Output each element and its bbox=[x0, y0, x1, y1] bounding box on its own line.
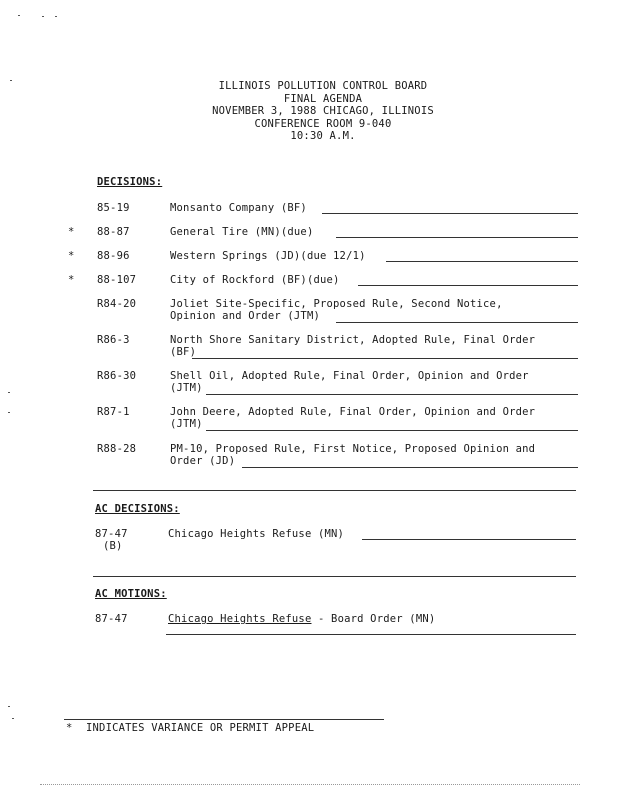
fill-line bbox=[206, 430, 578, 431]
footnote-text: INDICATES VARIANCE OR PERMIT APPEAL bbox=[86, 722, 315, 734]
scan-speck bbox=[8, 706, 10, 707]
decision-title: Monsanto Company (BF) bbox=[170, 202, 307, 214]
decision-title: John Deere, Adopted Rule, Final Order, Opinion and Order bbox=[170, 406, 536, 418]
decision-title: Shell Oil, Adopted Rule, Final Order, Opinion and Order bbox=[170, 370, 529, 382]
fill-line bbox=[192, 358, 578, 359]
section-separator bbox=[93, 576, 576, 577]
decision-title: City of Rockford (BF)(due) bbox=[170, 274, 340, 286]
decision-number: R86-30 bbox=[97, 370, 137, 382]
decisions-heading: DECISIONS: bbox=[97, 176, 163, 188]
footnote-star: * bbox=[66, 722, 73, 734]
footnote-rule bbox=[64, 719, 384, 720]
decision-number: 88-96 bbox=[97, 250, 130, 262]
agenda-header bbox=[0, 80, 618, 143]
decision-title-cont: (BF) bbox=[170, 346, 197, 358]
decision-number: 85-19 bbox=[97, 202, 130, 214]
scan-speck bbox=[55, 16, 57, 17]
ac-decision-title: Chicago Heights Refuse (MN) bbox=[168, 528, 345, 540]
decision-title: General Tire (MN)(due) bbox=[170, 226, 314, 238]
decision-number: R87-1 bbox=[97, 406, 130, 418]
header-time: 10:30 A.M. bbox=[290, 130, 356, 143]
decision-title: Western Springs (JD)(due 12/1) bbox=[170, 250, 366, 262]
header-board-name: ILLINOIS POLLUTION CONTROL BOARD bbox=[218, 80, 428, 92]
decision-title: Joliet Site-Specific, Proposed Rule, Second Notice, bbox=[170, 298, 503, 310]
decision-number: R88-28 bbox=[97, 443, 137, 455]
decision-number: 88-107 bbox=[97, 274, 137, 286]
scan-bottom-noise bbox=[40, 784, 580, 786]
scan-speck bbox=[42, 16, 44, 17]
decision-title: PM-10, Proposed Rule, First Notice, Proposed Opinion and bbox=[170, 443, 536, 455]
scan-speck bbox=[12, 718, 14, 719]
variance-star: * bbox=[68, 226, 75, 238]
section-separator bbox=[93, 490, 576, 491]
fill-line bbox=[242, 467, 578, 468]
ac-decision-number: 87-47 bbox=[95, 528, 128, 540]
ac-motion-number: 87-47 bbox=[95, 613, 128, 625]
variance-star: * bbox=[68, 274, 75, 286]
decision-number: 88-87 bbox=[97, 226, 130, 238]
fill-line bbox=[358, 285, 578, 286]
fill-line bbox=[322, 213, 578, 214]
decision-title-cont: Opinion and Order (JTM) bbox=[170, 310, 320, 322]
ac-motion-rest: - Board Order (MN) bbox=[311, 613, 436, 625]
fill-line bbox=[336, 237, 578, 238]
fill-line bbox=[166, 634, 576, 635]
ac-decision-sub: (B) bbox=[103, 540, 123, 552]
scan-speck bbox=[8, 412, 10, 413]
decision-number: R84-20 bbox=[97, 298, 137, 310]
fill-line bbox=[362, 539, 576, 540]
header-agenda-title: FINAL AGENDA bbox=[283, 92, 363, 105]
ac-motion-underlined: Chicago Heights Refuse bbox=[168, 613, 312, 625]
ac-decisions-heading: AC DECISIONS: bbox=[95, 503, 180, 515]
decision-title-cont: (JTM) bbox=[170, 382, 203, 394]
scan-speck bbox=[18, 15, 20, 16]
decision-number: R86-3 bbox=[97, 334, 130, 346]
fill-line bbox=[206, 394, 578, 395]
fill-line bbox=[336, 322, 578, 323]
decision-title: North Shore Sanitary District, Adopted Rule, Final Order bbox=[170, 334, 536, 346]
ac-motion-title bbox=[168, 613, 435, 625]
scan-speck bbox=[8, 392, 10, 393]
fill-line bbox=[386, 261, 578, 262]
ac-motions-heading: AC MOTIONS: bbox=[95, 588, 167, 600]
header-room: CONFERENCE ROOM 9-040 bbox=[254, 117, 392, 130]
decision-title-cont: (JTM) bbox=[170, 418, 203, 430]
header-date-location: NOVEMBER 3, 1988 CHICAGO, ILLINOIS bbox=[212, 105, 434, 118]
variance-star: * bbox=[68, 250, 75, 262]
decision-title-cont: Order (JD) bbox=[170, 455, 236, 467]
